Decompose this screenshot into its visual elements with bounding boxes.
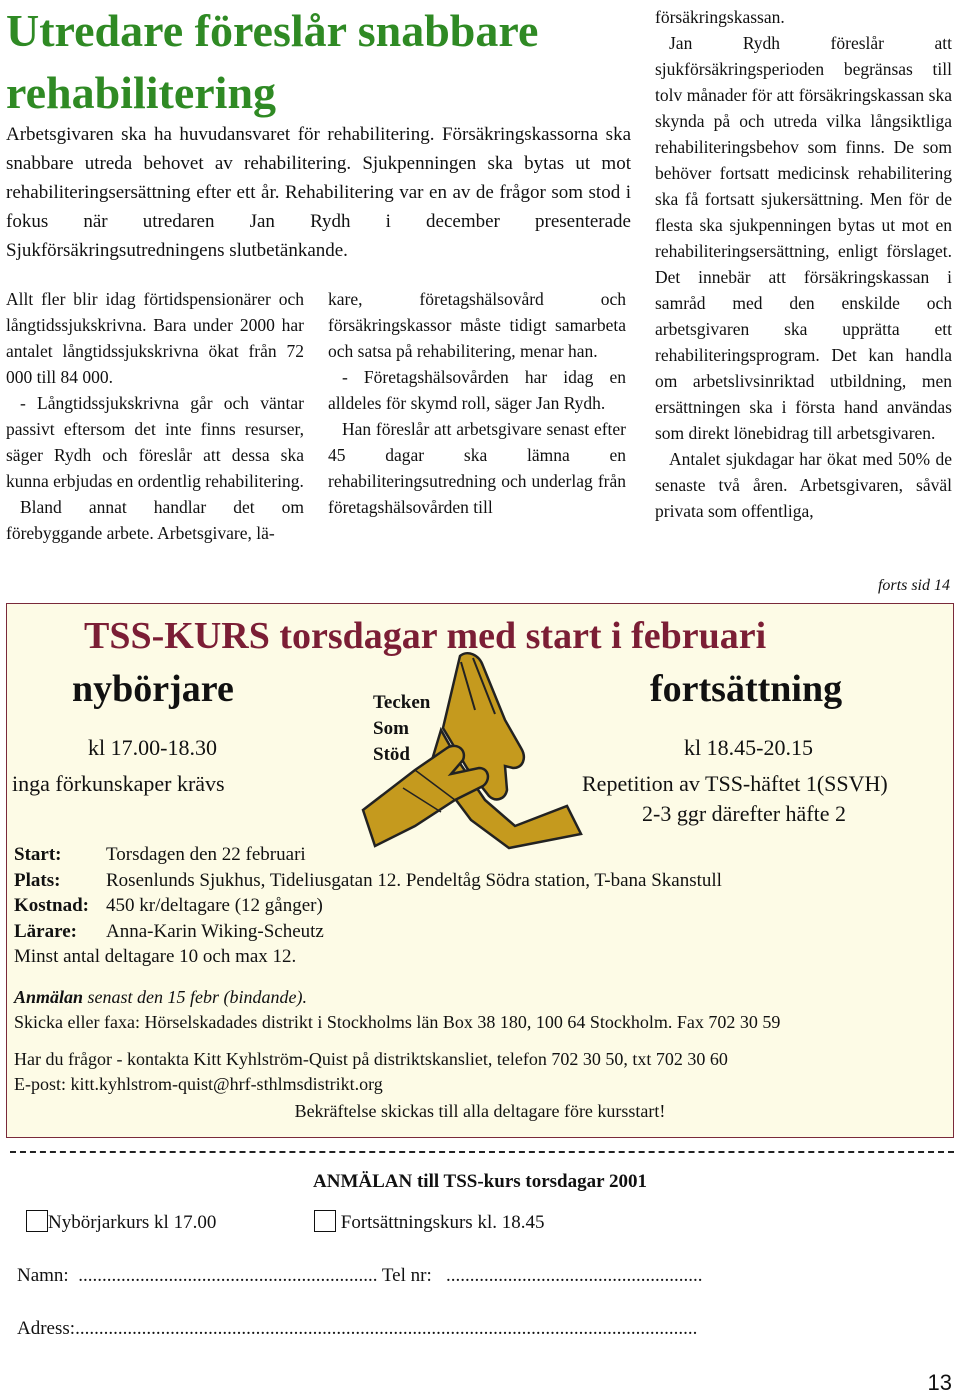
paragraph: - Långtidssjukskrivna går och väntar passivt eftersom det inte finns resurser, säger Rydh och föreslår att dessa ska kunna erbjudas en ordentlig rehabilitering.	[6, 393, 304, 491]
start-value: Torsdagen den 22 februari	[106, 844, 306, 865]
tss-logo-text	[373, 690, 430, 768]
continued-reference: forts sid 14	[877, 577, 950, 594]
option-continuation[interactable]	[314, 1210, 544, 1234]
continuation-time: kl 18.45-20.15	[684, 735, 813, 760]
beginner-checkbox[interactable]	[26, 1210, 48, 1232]
paragraph: Han föreslår att arbetsgivare senast efter 45 dagar ska lämna en rehabiliteringsutredning och underlag från företagshälsovården till	[328, 419, 626, 517]
beginner-note: inga förkunskaper krävs	[12, 771, 225, 796]
option-beginner[interactable]	[26, 1210, 216, 1234]
teacher-label: Lärare:	[14, 920, 77, 942]
beginner-time: kl 17.00-18.30	[88, 735, 217, 760]
paragraph: Antalet sjukdagar har ökat med 50% de senaste två åren. Arbetsgivaren, såväl privata som offentliga,	[655, 449, 952, 521]
place-label: Plats:	[14, 869, 61, 891]
logo-line: Tecken	[373, 692, 431, 713]
confirmation-line: Bekräftelse skickas till alla deltagare före kursstart!	[294, 1101, 666, 1121]
paragraph: kare, företagshälsovård och försäkringskassor måste tidigt samarbeta och satsa på rehabilitering, menar han.	[328, 289, 626, 361]
continuation-note-2: 2-3 ggr därefter häfte 2	[642, 801, 847, 826]
cost-value: 450 kr/deltagare (12 gånger)	[106, 895, 323, 916]
form-title: ANMÄLAN till TSS-kurs torsdagar 2001	[313, 1171, 647, 1192]
option-beginner-label: Nybörjarkurs kl 17.00	[48, 1212, 217, 1233]
article-headline: Utredare föreslår snabbare rehabilitering	[6, 5, 539, 118]
article-column-1	[6, 286, 304, 546]
cut-line	[10, 1151, 954, 1153]
cost-label: Kostnad:	[14, 895, 89, 916]
article-column-3	[655, 4, 952, 524]
start-label: Start:	[14, 844, 62, 865]
name-label: Namn:	[17, 1265, 69, 1286]
email-line: E-post: kitt.kyhlstrom-quist@hrf-sthlmsdistrikt.org	[14, 1074, 383, 1094]
beginner-heading: nybörjare	[72, 668, 234, 710]
address-label: Adress:	[17, 1318, 76, 1339]
logo-line: Som	[373, 718, 409, 739]
paragraph: Jan Rydh föreslår att sjukförsäkringsperioden begränsas till tolv månader för att försäkringskassan ska skynda på och utreda vilka långsiktliga rehabiliteringsbehov som finns. De som behöver fortsatt medicinsk rehabilitering ska få fortsatt sjukersättning. Men för de flesta ska sjukpenningen bytas ut mot en rehabiliteringsersättning, enligt förslaget. Det innebär att försäkringskassan i samråd med den enskilde och arbetsgivaren ska upprätta ett rehabiliteringsprogram. Det kan handla om arbetslivsinriktad utbildning, men ersättningen ska i första hand användas som direkt lönebidrag till arbetsgivaren.	[655, 33, 952, 443]
course-info	[14, 842, 722, 970]
phone-dots[interactable]: ......................................................	[446, 1265, 703, 1286]
paragraph: Allt fler blir idag förtidspensionärer och långtidssjukskrivna. Bara under 2000 har antalet långtidssjukskrivna ökat från 72 000 till 84 000.	[6, 289, 304, 387]
address-field[interactable]	[17, 1318, 697, 1340]
paragraph: försäkringskassan.	[655, 7, 785, 27]
name-dots[interactable]: ...............................................................	[78, 1265, 378, 1286]
send-line: Skicka eller faxa: Hörselskadades distrikt i Stockholms län Box 38 180, 100 64 Stockholm. Fax 702 30 59	[14, 1012, 781, 1032]
article-column-2	[328, 286, 626, 520]
address-dots[interactable]: ...................................................................................................................................	[75, 1318, 698, 1339]
questions-line: Har du frågor - kontakta Kitt Kyhlström-Quist på distriktskansliet, telefon 702 30 50, txt 702 30 60	[14, 1049, 728, 1069]
continuation-heading: fortsättning	[650, 668, 843, 710]
page-number: 13	[927, 1370, 952, 1395]
place-value: Rosenlunds Sjukhus, Tideliusgatan 12. Pendeltåg Södra station, T-bana Skanstull	[106, 869, 722, 891]
logo-line: Stöd	[373, 744, 410, 765]
continuation-note-1: Repetition av TSS-häftet 1(SSVH)	[582, 771, 888, 796]
contact-info	[14, 1047, 728, 1097]
paragraph: - Företagshälsovården har idag en alldeles för skymd roll, säger Jan Rydh.	[328, 367, 626, 413]
continuation-checkbox[interactable]	[314, 1210, 336, 1232]
option-continuation-label: Fortsättningskurs kl. 18.45	[340, 1212, 545, 1233]
ad-title: TSS-KURS torsdagar med start i februari	[84, 615, 767, 657]
article-ingress: Arbetsgivaren ska ha huvudansvaret för rehabilitering. Försäkringskassorna ska snabbare utreda behovet av rehabilitering. Sjukpenningen ska bytas ut mot rehabiliteringsersättning efter ett år. Rehabilitering var en av de frågor som stod i fokus när utredaren Jan Rydh i december presenterade Sjukförsäkringsutredningens slutbetänkande.	[6, 124, 631, 261]
paragraph: Bland annat handlar det om förebyggande arbete. Arbetsgivare, lä-	[6, 497, 304, 543]
registration-info	[14, 985, 780, 1035]
phone-label: Tel nr:	[381, 1265, 432, 1286]
name-field[interactable]	[17, 1265, 703, 1287]
anmalan-label: Anmälan	[14, 987, 84, 1007]
teacher-value: Anna-Karin Wiking-Scheutz	[106, 920, 324, 942]
participants: Minst antal deltagare 10 och max 12.	[14, 946, 297, 967]
anmalan-deadline: senast den 15 febr (bindande).	[83, 987, 307, 1007]
